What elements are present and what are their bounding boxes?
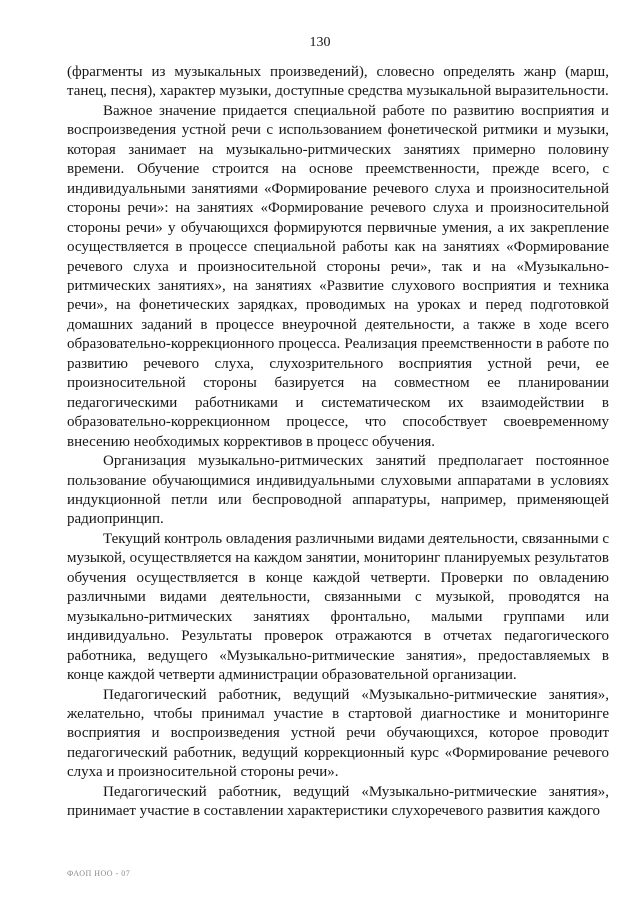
paragraph-characteristics: Педагогический работник, ведущий «Музыкально-ритмические занятия», принимает участие в составлении характеристики слухоречевого развития каждого — [67, 783, 609, 820]
paragraph-hearing-aids: Организация музыкально-ритмических занятий предполагает постоянное пользование обучающимися индивидуальными слуховыми аппаратами в условиях индукционной петли или беспроводной аппаратуры, например, применяющей радиопринцип. — [67, 453, 609, 528]
paragraph-phonetic-rhythm: Важное значение придается специальной работе по развитию восприятия и воспроизведения устной речи с использованием фонетической ритмики и музыки, которая занимает на музыкально-ритмических занятиях примерно половину времени. Обучение строится на основе преемственности, прежде всего, с индивидуальными занятиями «Формирование речевого слуха и произносительной стороны речи»: на занятиях «Формирование речевого слуха и произносительной стороны речи» у обучающихся формируются первичные умения, а их закрепление осуществляется в процессе специальной работы как на занятиях «Формирование речевого слуха и произносительной стороны речи», так и на «Музыкально-ритмических занятиях», на занятиях «Развитие слухового восприятия и техника речи», на фонетических зарядках, проводимых на уроках и перед подготовкой домашних заданий в процессе внеурочной деятельности, а также в ходе всего образовательно-коррекционного процесса. Реализация преемственности в работе по развитию речевого слуха, слухозрительного восприятия устной речи, ее произносительной стороны базируется на совместном ее планировании педагогическими работниками и систематическом их взаимодействии в образовательно-коррекционном процессе, что способствует своевременному внесению необходимых коррективов в процесс обучения. — [67, 102, 609, 450]
paragraph-progress-control: Текущий контроль овладения различными видами деятельности, связанными с музыкой, осуществляется на каждом занятии, мониторинг планируемых результатов обучения осуществляется в конце каждой четверти. Проверки по овладению различными видами деятельности, связанными с музыкой, проводятся на музыкально-ритмических занятиях фронтально, малыми группами или индивидуально. Результаты проверок отражаются в отчетах педагогического работника, ведущего «Музыкально-ритмические занятия», предоставляемых в конце каждой четверти администрации образовательной организации. — [67, 530, 610, 684]
paragraph-diagnostics: Педагогический работник, ведущий «Музыкально-ритмические занятия», желательно, чтобы принимал участие в стартовой диагностике и мониторинге восприятия и воспроизведения устной речи обучающихся, которое проводит педагогический работник, ведущий коррекционный курс «Формирование речевого слуха и произносительной стороны речи». — [67, 686, 609, 781]
footer-document-code: ФАОП НОО - 07 — [67, 869, 131, 878]
paragraph-continuation: (фрагменты из музыкальных произведений), словесно определять жанр (марш, танец, песня), характер музыки, доступные средства музыкальной выразительности. — [67, 64, 609, 100]
page-number: 130 — [309, 35, 331, 50]
page-text-body — [67, 63, 609, 822]
